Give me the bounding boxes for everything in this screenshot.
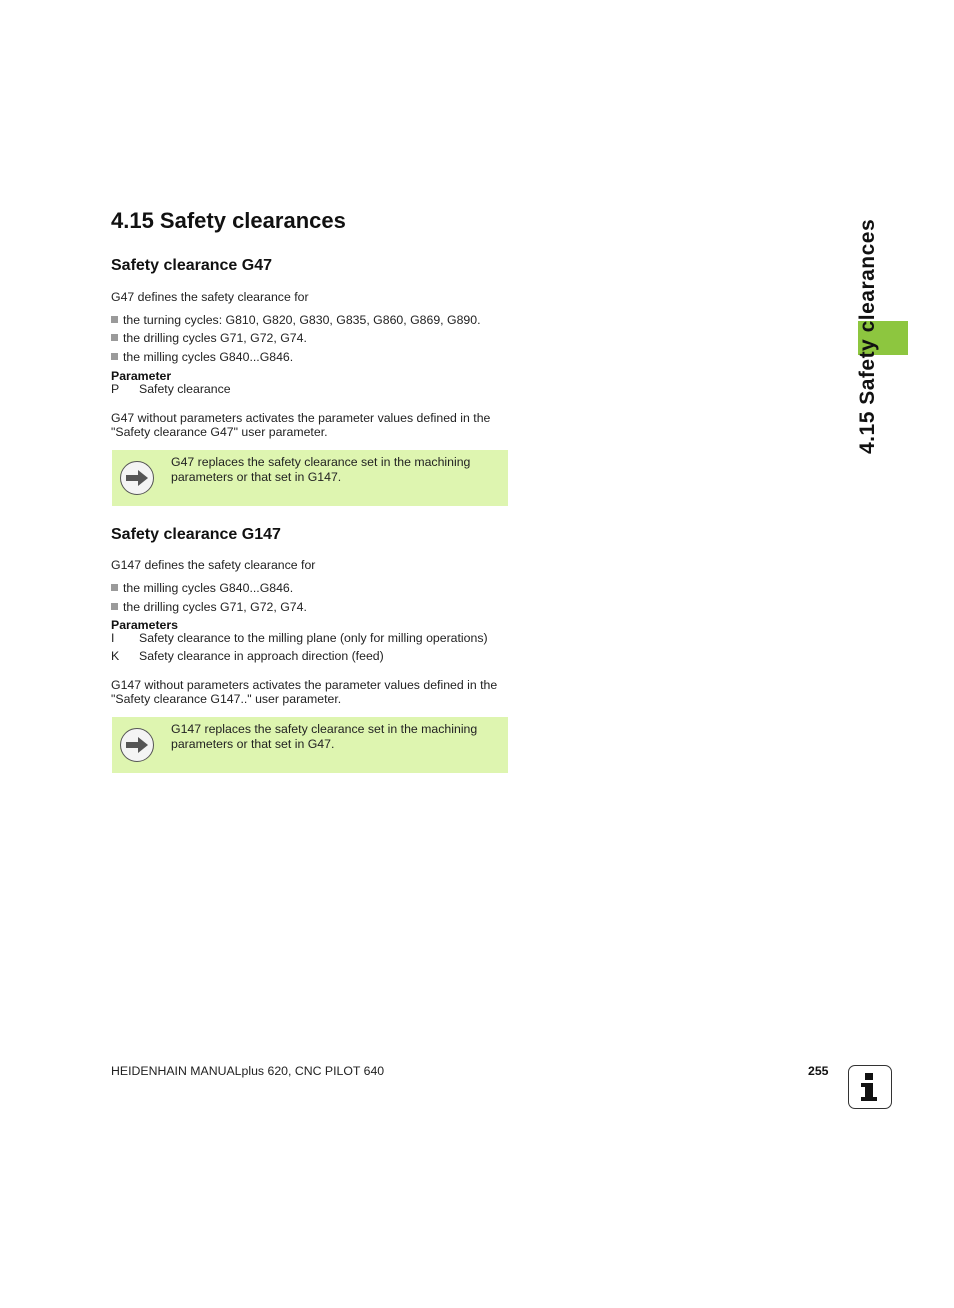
param-label: Parameters	[111, 618, 178, 632]
g47-intro: G47 defines the safety clearance for	[111, 290, 309, 304]
list-item: the drilling cycles G71, G72, G74.	[111, 600, 307, 614]
chapter-sidebar-title: 4.15 Safety clearances	[856, 218, 879, 454]
g47-note-paragraph: G47 without parameters activates the parameter values defined in the "Safety clearance G47" user parameter.	[111, 411, 491, 439]
g147-note-paragraph: G147 without parameters activates the parameter values defined in the "Safety clearance G147.." user parameter.	[111, 678, 498, 706]
list-item: the milling cycles G840...G846.	[111, 581, 293, 595]
info-icon	[848, 1065, 892, 1109]
list-item: the turning cycles: G810, G820, G830, G835, G860, G869, G890.	[111, 313, 481, 327]
chapter-sidebar	[828, 210, 908, 460]
footer-product: HEIDENHAIN MANUALplus 620, CNC PILOT 640	[111, 1064, 385, 1078]
note-box	[112, 717, 508, 773]
param-row: I Safety clearance to the milling plane (only for milling operations)	[111, 631, 488, 645]
section-title: 4.15 Safety clearances	[111, 208, 346, 233]
heading-g147: Safety clearance G147	[111, 526, 281, 543]
arrow-right-icon	[120, 461, 154, 495]
list-item: the milling cycles G840...G846.	[111, 350, 293, 364]
note-text: G147 replaces the safety clearance set in the machining parameters or that set in G47.	[171, 722, 478, 751]
note-text: G47 replaces the safety clearance set in the machining parameters or that set in G147.	[171, 455, 471, 484]
param-row: K Safety clearance in approach direction (feed)	[111, 649, 384, 663]
arrow-right-icon	[120, 728, 154, 762]
g147-intro: G147 defines the safety clearance for	[111, 558, 316, 572]
list-item: the drilling cycles G71, G72, G74.	[111, 331, 307, 345]
param-row: P Safety clearance	[111, 382, 231, 396]
param-label: Parameter	[111, 369, 172, 383]
page-number: 255	[808, 1064, 829, 1078]
note-box	[112, 450, 508, 506]
heading-g47: Safety clearance G47	[111, 257, 272, 274]
